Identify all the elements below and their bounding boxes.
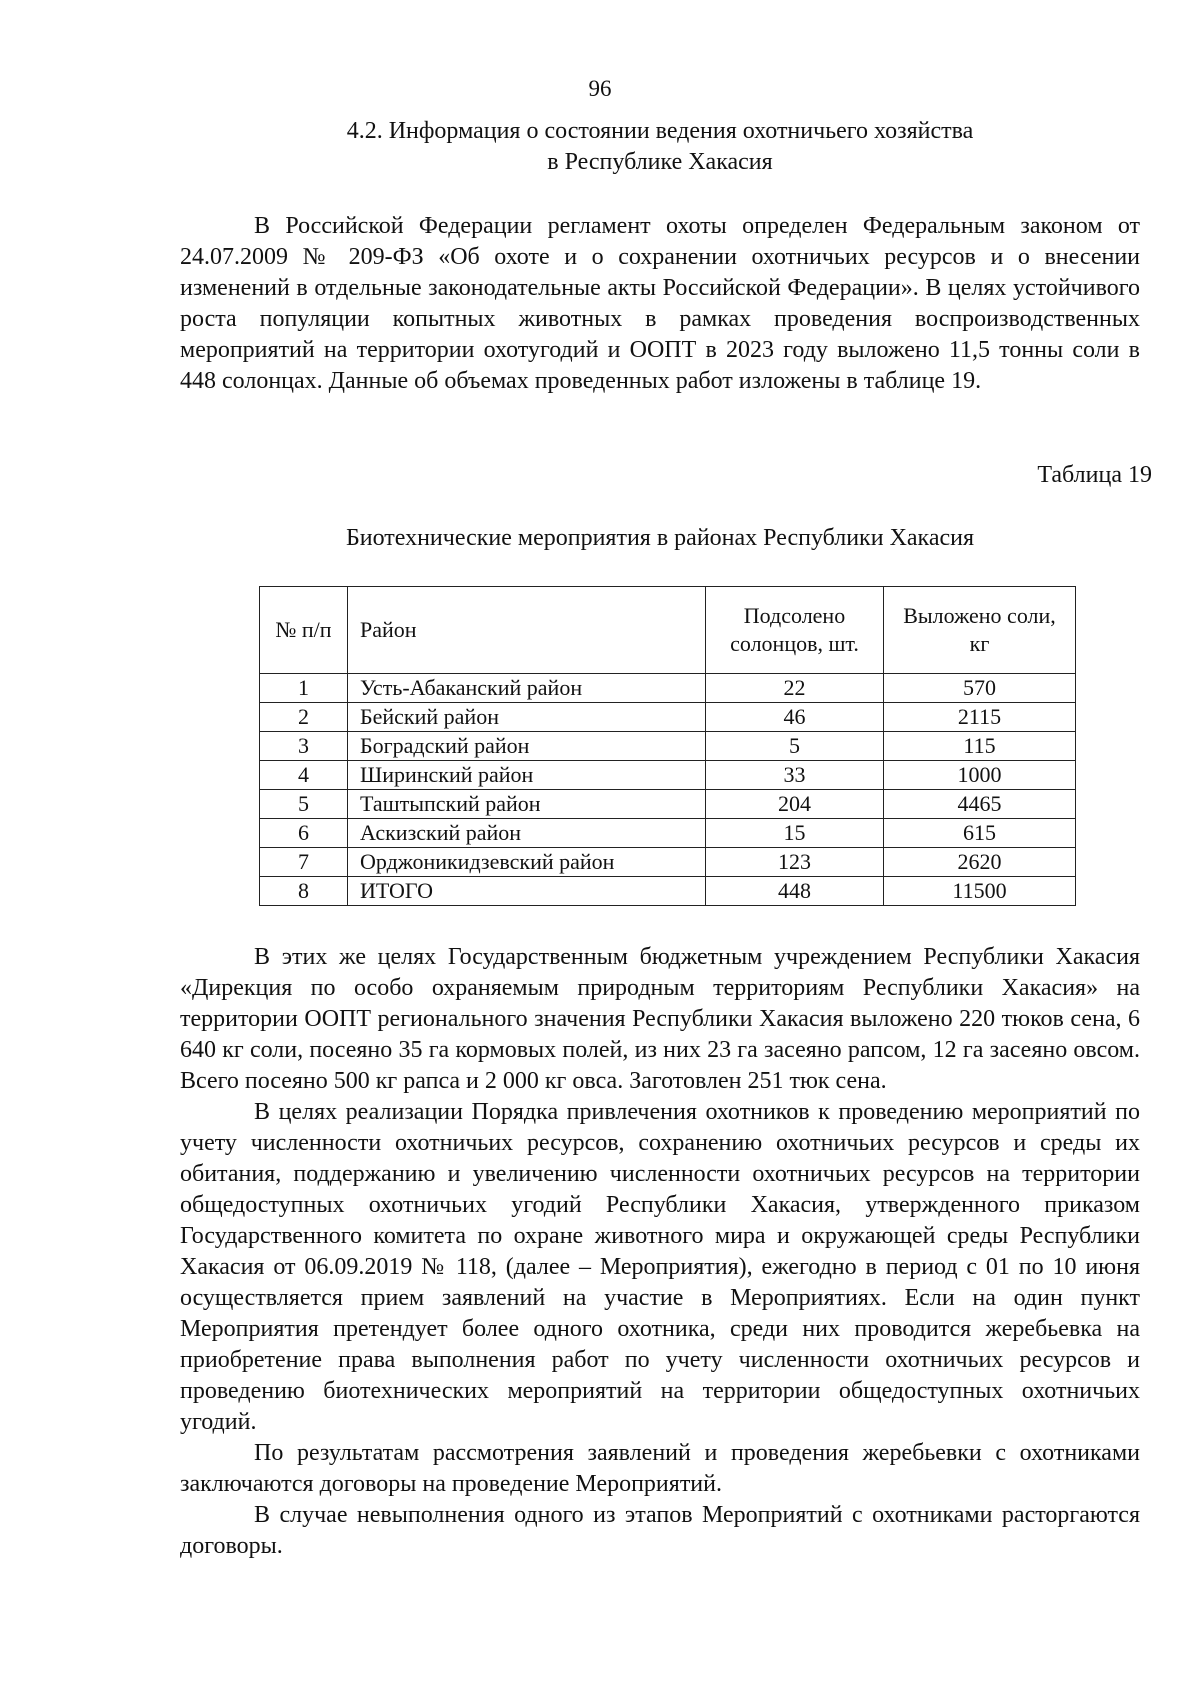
table-row bbox=[260, 790, 1076, 819]
paragraph-contracts: По результатам рассмотрения заявлений и проведения жеребьевки с охотниками заключаются договоры на проведение Мероприятий. bbox=[180, 1440, 1140, 1497]
cell-salted: 123 bbox=[706, 848, 884, 877]
cell-num: 3 bbox=[260, 732, 348, 761]
cell-salted: 46 bbox=[706, 703, 884, 732]
cell-district: Бейский район bbox=[348, 703, 706, 732]
table-total-row bbox=[260, 877, 1076, 906]
cell-district: Таштыпский район bbox=[348, 790, 706, 819]
cell-district: Ширинский район bbox=[348, 761, 706, 790]
cell-num: 8 bbox=[260, 877, 348, 906]
cell-salted: 5 bbox=[706, 732, 884, 761]
cell-district: ИТОГО bbox=[348, 877, 706, 906]
cell-district: Орджоникидзевский район bbox=[348, 848, 706, 877]
paragraph-termination: В случае невыполнения одного из этапов Мероприятий с охотниками расторгаются договоры. bbox=[180, 1502, 1140, 1559]
header-district: Район bbox=[348, 587, 706, 674]
cell-num: 6 bbox=[260, 819, 348, 848]
page-number: 96 bbox=[588, 76, 612, 101]
cell-salted: 15 bbox=[706, 819, 884, 848]
paragraph-procedure: В целях реализации Порядка привлечения охотников к проведению мероприятий по учету численности охотничьих ресурсов, сохранению охотничьих ресурсов и среды их обитания, поддержанию и увеличению численности охотничьих ресурсов на территории общедоступных охотничьих угодий Республики Хакасия, утвержденного приказом Государственного комитета по охране животного мира и окружающей среды Республики Хакасия от 06.09.2019 № 118, (далее – Мероприятия), ежегодно в период с 01 по 10 июня осуществляется прием заявлений на участие в Мероприятиях. Если на один пункт Мероприятия претендует более одного охотника, среди них проводится жеребьевка на приобретение права выполнения работ по учету численности охотничьих ресурсов и проведению биотехнических мероприятий на территории общедоступных охотничьих угодий. bbox=[180, 1099, 1140, 1435]
section-title bbox=[180, 116, 1140, 178]
intro-paragraph: В Российской Федерации регламент охоты определен Федеральным законом от 24.07.2009 № 209-ФЗ «Об охоте и о сохранении охотничьих ресурсов и о внесении изменений в отдельные законодательные акты Российской Федерации». В целях устойчивого роста популяции копытных животных в рамках проведения воспроизводственных мероприятий на территории охотугодий и ООПТ в 2023 году выложено 11,5 тонны соли в 448 солонцах. Данные об объемах проведенных работ изложены в таблице 19. bbox=[180, 213, 1140, 394]
cell-district: Аскизский район bbox=[348, 819, 706, 848]
section-title-line-2: в Республике Хакасия bbox=[547, 149, 773, 175]
cell-num: 4 bbox=[260, 761, 348, 790]
table-row bbox=[260, 819, 1076, 848]
cell-salt-kg: 570 bbox=[884, 674, 1076, 703]
cell-district: Усть-Абаканский район bbox=[348, 674, 706, 703]
cell-salt-kg: 115 bbox=[884, 732, 1076, 761]
cell-salt-kg: 2620 bbox=[884, 848, 1076, 877]
header-salted: Подсолено солонцов, шт. bbox=[706, 587, 884, 674]
cell-salt-kg: 2115 bbox=[884, 703, 1076, 732]
table-row bbox=[260, 703, 1076, 732]
cell-salted: 33 bbox=[706, 761, 884, 790]
cell-num: 1 bbox=[260, 674, 348, 703]
biotech-measures-table bbox=[259, 586, 1076, 906]
cell-district: Боградский район bbox=[348, 732, 706, 761]
cell-num: 2 bbox=[260, 703, 348, 732]
cell-salt-kg: 4465 bbox=[884, 790, 1076, 819]
cell-salted: 204 bbox=[706, 790, 884, 819]
table-header-row bbox=[260, 587, 1076, 674]
table-label: Таблица 19 bbox=[1037, 462, 1152, 488]
table-row bbox=[260, 674, 1076, 703]
intro-text bbox=[180, 211, 1140, 397]
cell-salt-kg: 615 bbox=[884, 819, 1076, 848]
paragraph-gbu-measures: В этих же целях Государственным бюджетным учреждением Республики Хакасия «Дирекция по особо охраняемым природным территориям Республики Хакасия» на территории ООПТ регионального значения Республики Хакасия выложено 220 тюков сена, 6 640 кг соли, посеяно 35 га кормовых полей, из них 23 га засеяно рапсом, 12 га засеяно овсом. Всего посеяно 500 кг рапса и 2 000 кг овса. Заготовлен 251 тюк сена. bbox=[180, 944, 1140, 1094]
cell-num: 7 bbox=[260, 848, 348, 877]
cell-salted: 448 bbox=[706, 877, 884, 906]
table-row bbox=[260, 848, 1076, 877]
table-caption: Биотехнические мероприятия в районах Республики Хакасия bbox=[345, 525, 975, 551]
cell-salt-kg: 1000 bbox=[884, 761, 1076, 790]
body-text bbox=[180, 942, 1140, 1562]
cell-salted: 22 bbox=[706, 674, 884, 703]
header-num: № п/п bbox=[260, 587, 348, 674]
header-salt-kg: Выложено соли, кг bbox=[884, 587, 1076, 674]
section-title-line-1: 4.2. Информация о состоянии ведения охотничьего хозяйства bbox=[346, 118, 974, 144]
table-row bbox=[260, 761, 1076, 790]
cell-num: 5 bbox=[260, 790, 348, 819]
cell-salt-kg: 11500 bbox=[884, 877, 1076, 906]
table-row bbox=[260, 732, 1076, 761]
